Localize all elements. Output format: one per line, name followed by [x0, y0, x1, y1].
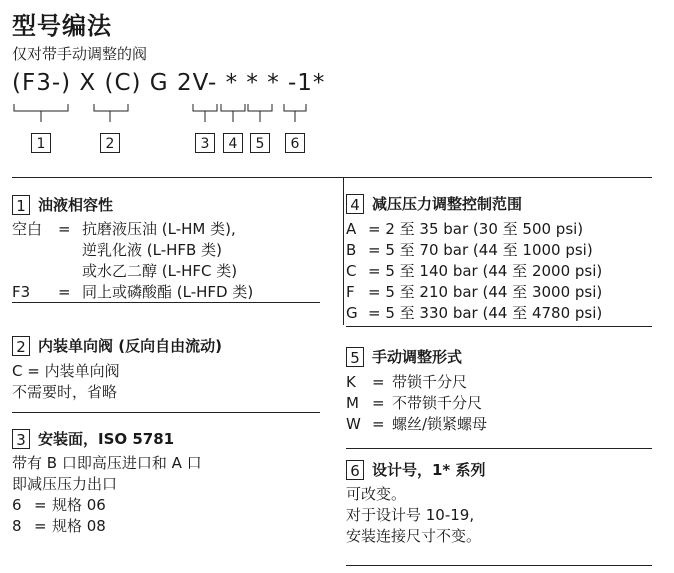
s6-line-3: 安装连接尺寸不变。 [346, 527, 482, 545]
s3-row-2: 8 = 规格 08 [12, 517, 106, 535]
column-divider [343, 177, 344, 325]
s6-line-2: 对于设计号 10-19, [346, 506, 475, 524]
section-3-number: 3 [12, 429, 30, 449]
s6-line-1: 可改变。 [346, 485, 407, 503]
section-1-header [12, 194, 113, 215]
s4-row-G: G = 5 至 330 bar (44 至 4780 psi) [346, 304, 603, 322]
s1-row-3: 或水乙二醇 (L-HFC 类) [82, 262, 238, 280]
section-3-title: 安装面，ISO 5781 [38, 430, 175, 448]
section-2-title: 内装单向阀 (反向自由流动) [38, 337, 222, 355]
section-3-header [12, 428, 174, 449]
section-4-title: 减压压力调整控制范围 [372, 195, 523, 213]
s1-row-2: 逆乳化液 (L-HFB 类) [82, 241, 222, 259]
section-2-number: 2 [12, 336, 30, 356]
top-divider [12, 177, 652, 178]
section-6-number: 6 [346, 460, 364, 480]
section-1-title: 油液相容性 [38, 196, 114, 214]
s4-row-F: F = 5 至 210 bar (44 至 3000 psi) [346, 283, 603, 301]
s6-divider [346, 565, 652, 566]
s4-row-A: A = 2 至 35 bar (30 至 500 psi) [346, 220, 584, 238]
page-title: 型号编法 [12, 12, 112, 40]
s5-row-K: K = 带锁千分尺 [346, 373, 468, 391]
section-1-number: 1 [12, 195, 30, 215]
s1-row-4: F3 = 同上或磷酸酯 (L-HFD 类) [12, 283, 254, 301]
code-box-4: 4 [223, 133, 243, 153]
s2-line-2: 不需要时，省略 [12, 383, 118, 401]
code-box-1: 1 [31, 133, 51, 153]
s3-line-1: 带有 B 口即高压进口和 A 口 [12, 454, 202, 472]
s4-row-C: C = 5 至 140 bar (44 至 2000 psi) [346, 262, 603, 280]
s5-row-W: W = 螺丝/锁紧螺母 [346, 415, 488, 433]
code-box-3: 3 [195, 133, 215, 153]
section-5-title: 手动调整形式 [372, 348, 463, 366]
code-box-2: 2 [100, 133, 120, 153]
section-6-header [346, 459, 486, 480]
s2-divider [12, 412, 320, 413]
section-5-number: 5 [346, 347, 364, 367]
s2-line-1: C = 内装单向阀 [12, 362, 120, 380]
section-4-header [346, 193, 522, 214]
s5-row-M: M = 不带锁千分尺 [346, 394, 483, 412]
section-4-number: 4 [346, 194, 364, 214]
s5-divider [346, 448, 652, 449]
s1-row-1: 空白 = 抗磨液压油 (L-HM 类), [12, 220, 236, 238]
section-2-header [12, 335, 222, 356]
code-box-5: 5 [250, 133, 270, 153]
s4-row-B: B = 5 至 70 bar (44 至 1000 psi) [346, 241, 593, 259]
s3-row-1: 6 = 规格 06 [12, 496, 106, 514]
section-6-title: 设计号，1* 系列 [372, 461, 486, 479]
section-5-header [346, 346, 462, 367]
s3-line-2: 即减压压力出口 [12, 475, 118, 493]
model-code: (F3-) X (C) G 2V- * * * -1* [12, 70, 326, 96]
s4-divider [346, 326, 652, 327]
page-subtitle: 仅对带手动调整的阀 [12, 45, 148, 63]
code-box-6: 6 [285, 133, 305, 153]
s1-divider [12, 302, 320, 303]
